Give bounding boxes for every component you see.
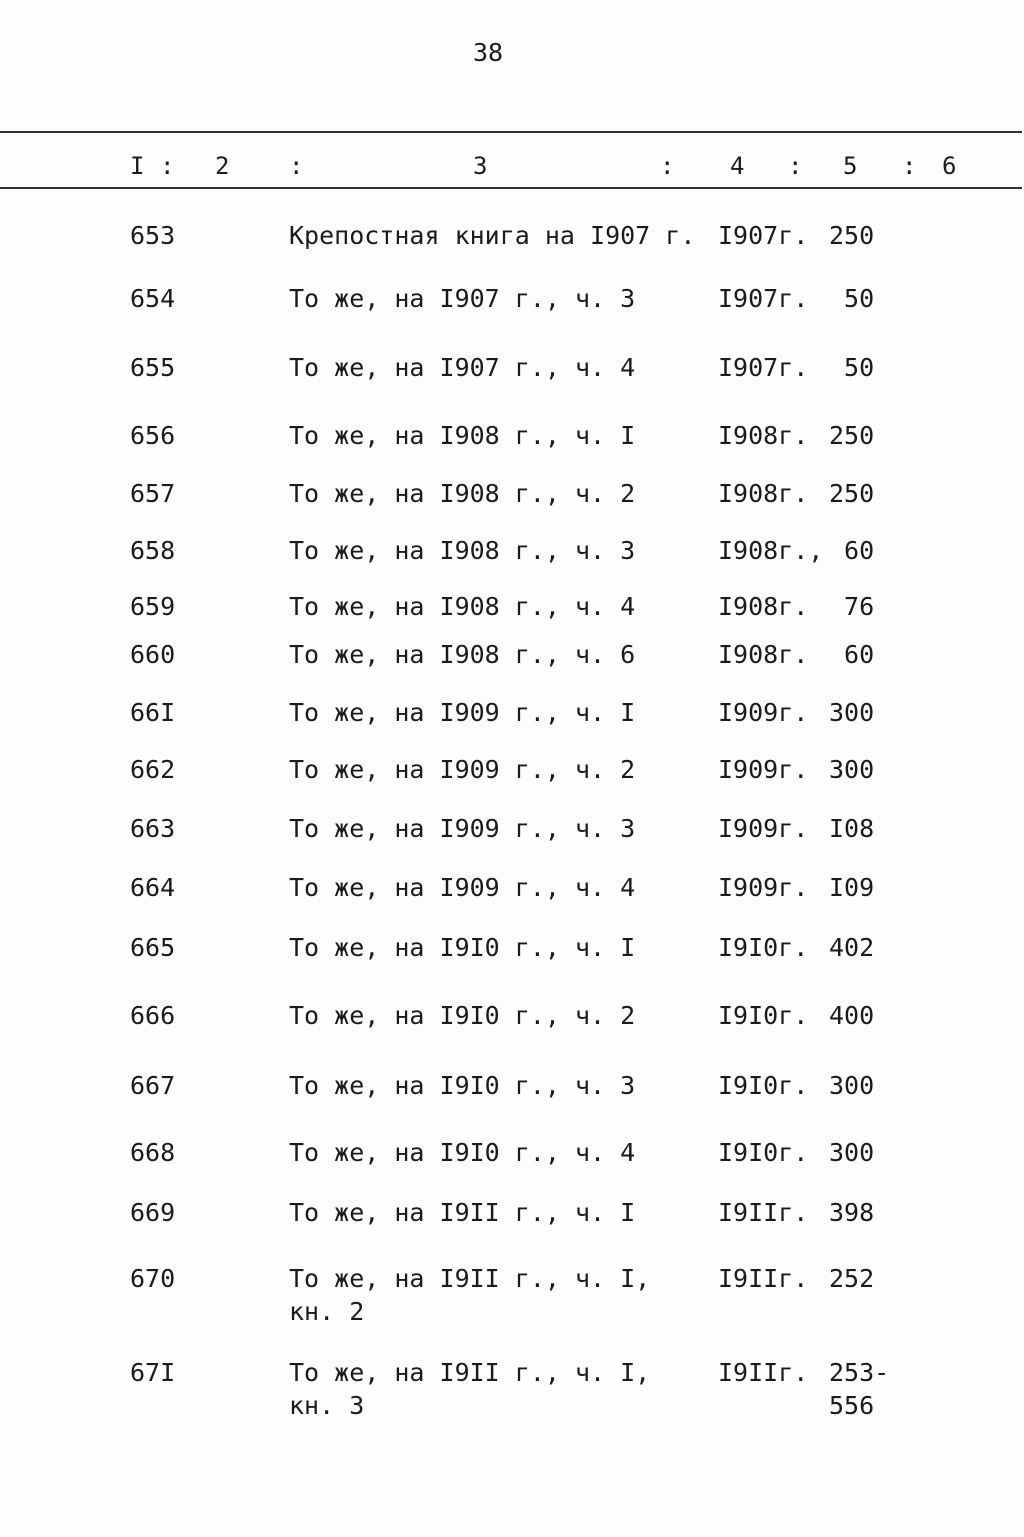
table-row (0, 421, 1024, 450)
record-number: 663 (130, 814, 176, 843)
record-sheets: 50 (829, 284, 875, 313)
record-year: I907г. (718, 284, 809, 313)
header-separator: : (660, 152, 675, 180)
table-row (0, 479, 1024, 508)
page-number: 38 (472, 38, 504, 67)
record-title: То же, на I9I0 г., ч. 4 (289, 1138, 636, 1167)
header-separator: : (289, 152, 304, 180)
record-year: I9IIг. (718, 1198, 809, 1227)
record-year: I907г. (718, 353, 809, 382)
record-number: 655 (130, 353, 176, 382)
record-number: 656 (130, 421, 176, 450)
record-number: 653 (130, 221, 176, 250)
record-year: I909г. (718, 698, 809, 727)
table-top-rule (0, 131, 1022, 133)
table-row (0, 221, 1024, 250)
record-number: 662 (130, 755, 176, 784)
record-number: 67I (130, 1358, 176, 1387)
record-title: То же, на I9I0 г., ч. 3 (289, 1071, 636, 1100)
record-sheets: 76 (829, 592, 875, 621)
record-title: То же, на I9II г., ч. I, кн. 2 (289, 1264, 651, 1326)
table-header-rule (0, 187, 1022, 189)
record-title: То же, на I908 г., ч. 3 (289, 536, 636, 565)
table-row (0, 873, 1024, 902)
record-number: 659 (130, 592, 176, 621)
record-number: 658 (130, 536, 176, 565)
record-sheets: 398 (829, 1198, 875, 1227)
record-year: I9I0г. (718, 933, 809, 962)
record-sheets: 60 (829, 640, 875, 669)
table-row (0, 1138, 1024, 1167)
record-title: То же, на I908 г., ч. 4 (289, 592, 636, 621)
record-number: 657 (130, 479, 176, 508)
record-title: То же, на I907 г., ч. 3 (289, 284, 636, 313)
record-title: То же, на I908 г., ч. 6 (289, 640, 636, 669)
record-year: I908г. (718, 421, 809, 450)
record-year: I9I0г. (718, 1071, 809, 1100)
record-year: I9IIг. (718, 1358, 809, 1387)
table-row (0, 536, 1024, 565)
table-row (0, 755, 1024, 784)
record-title: То же, на I9I0 г., ч. 2 (289, 1001, 636, 1030)
record-title: То же, на I908 г., ч. 2 (289, 479, 636, 508)
record-number: 665 (130, 933, 176, 962)
record-year: I909г. (718, 873, 809, 902)
record-sheets: I08 (829, 814, 875, 843)
table-row (0, 592, 1024, 621)
table-row (0, 1198, 1024, 1227)
table-row (0, 1001, 1024, 1030)
record-sheets: 253- 556 (829, 1358, 890, 1420)
record-year: I908г. (718, 592, 809, 621)
header-separator: : (902, 152, 917, 180)
record-title: То же, на I908 г., ч. I (289, 421, 636, 450)
table-row (0, 1071, 1024, 1100)
record-number: 664 (130, 873, 176, 902)
table-row (0, 353, 1024, 382)
record-number: 654 (130, 284, 176, 313)
table-row (0, 698, 1024, 727)
record-sheets: I09 (829, 873, 875, 902)
record-title: То же, на I909 г., ч. 3 (289, 814, 636, 843)
record-number: 660 (130, 640, 176, 669)
header-col-2: 2 (215, 152, 230, 180)
record-sheets: 300 (829, 755, 875, 784)
record-year: I909г. (718, 814, 809, 843)
record-title: То же, на I9II г., ч. I (289, 1198, 636, 1227)
record-sheets: 50 (829, 353, 875, 382)
record-sheets: 250 (829, 479, 875, 508)
record-number: 667 (130, 1071, 176, 1100)
record-sheets: 250 (829, 221, 875, 250)
record-number: 668 (130, 1138, 176, 1167)
record-title: То же, на I9II г., ч. I, кн. 3 (289, 1358, 651, 1420)
header-col-4: 4 (730, 152, 745, 180)
header-col-1: I (130, 152, 145, 180)
record-number: 670 (130, 1264, 176, 1293)
record-title: То же, на I909 г., ч. 2 (289, 755, 636, 784)
record-title: То же, на I909 г., ч. I (289, 698, 636, 727)
record-sheets: 402 (829, 933, 875, 962)
table-row (0, 1358, 1024, 1420)
record-sheets: 300 (829, 698, 875, 727)
record-sheets: 252 (829, 1264, 875, 1293)
record-year: I907г. (718, 221, 809, 250)
table-row (0, 1264, 1024, 1326)
header-col-5: 5 (843, 152, 858, 180)
record-number: 666 (130, 1001, 176, 1030)
record-sheets: 60 (829, 536, 875, 565)
record-title: Крепостная книга на I907 г. (289, 221, 696, 250)
header-col-6: 6 (942, 152, 957, 180)
table-row (0, 814, 1024, 843)
record-title: То же, на I9I0 г., ч. I (289, 933, 636, 962)
record-sheets: 300 (829, 1071, 875, 1100)
record-year: I908г., (718, 536, 824, 565)
header-col-3: 3 (473, 152, 488, 180)
record-year: I9I0г. (718, 1001, 809, 1030)
record-year: I9I0г. (718, 1138, 809, 1167)
record-title: То же, на I907 г., ч. 4 (289, 353, 636, 382)
header-separator: : (160, 152, 175, 180)
table-row (0, 933, 1024, 962)
record-sheets: 300 (829, 1138, 875, 1167)
record-title: То же, на I909 г., ч. 4 (289, 873, 636, 902)
record-year: I908г. (718, 479, 809, 508)
header-separator: : (788, 152, 803, 180)
table-row (0, 284, 1024, 313)
record-number: 66I (130, 698, 176, 727)
record-year: I909г. (718, 755, 809, 784)
record-sheets: 400 (829, 1001, 875, 1030)
record-sheets: 250 (829, 421, 875, 450)
record-year: I908г. (718, 640, 809, 669)
record-number: 669 (130, 1198, 176, 1227)
table-row (0, 640, 1024, 669)
record-year: I9IIг. (718, 1264, 809, 1293)
